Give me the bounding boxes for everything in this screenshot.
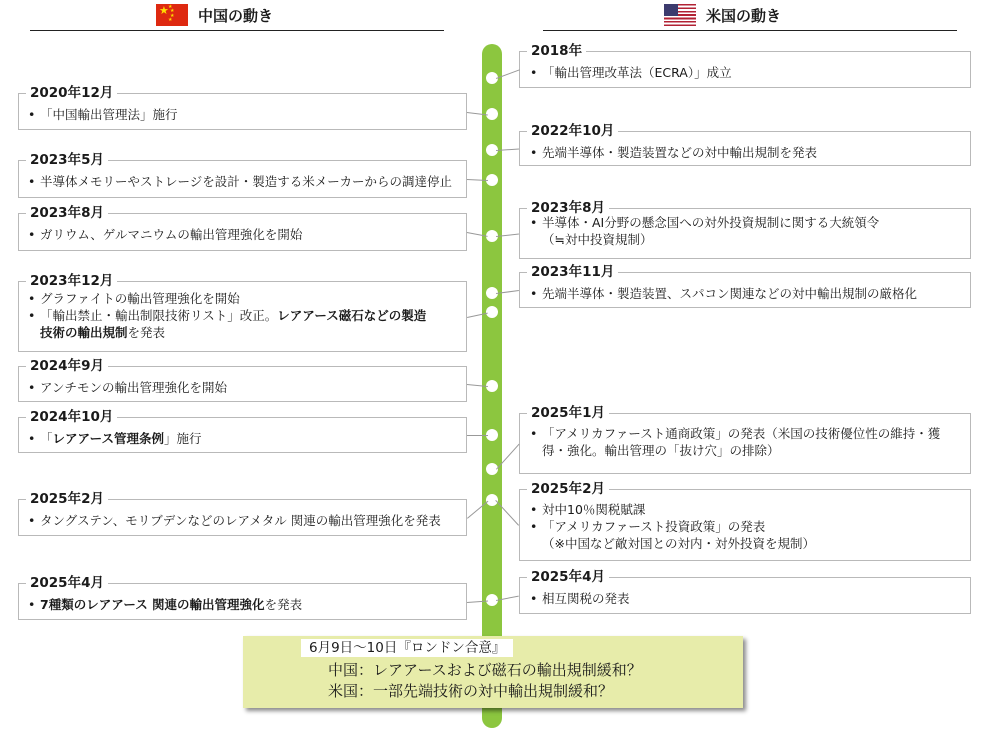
event-text-emphasis: レアアース磁石などの製造 [277, 308, 427, 323]
us-event-date: 2018年 [527, 43, 586, 59]
event-text: タングステン、モリブデンなどのレアメタル 関連の輸出管理強化を発表 [40, 513, 441, 528]
event-text: グラファイトの輸出管理強化を開始 [40, 291, 240, 306]
event-text: （※中国など敵対国との対内・対外投資を規制） [542, 536, 815, 551]
event-text-emphasis: 7種類のレアアース 関連の輸出管理強化 [40, 597, 265, 612]
us-event-items [530, 501, 815, 552]
china-header [30, 4, 444, 31]
us-event-item [530, 231, 879, 248]
event-text: 「 [40, 431, 53, 446]
china-event-item [28, 430, 202, 447]
china-event-date: 2025年2月 [26, 491, 108, 507]
event-text: アンチモンの輸出管理強化を開始 [40, 380, 228, 395]
china-event-item [28, 379, 227, 396]
us-event-items [530, 425, 940, 459]
china-event-items [28, 106, 178, 123]
london-agreement-china-line: 中国：レアアースおよび磁石の輸出規制緩和？ [328, 661, 642, 679]
us-flag-icon [664, 4, 696, 26]
china-event-item [28, 307, 426, 324]
china-event-item [28, 324, 426, 341]
us-event-item [530, 144, 817, 161]
event-text-emphasis: 技術の輸出規制 [40, 325, 128, 340]
china-event-date: 2024年10月 [26, 409, 117, 425]
us-event-date: 2022年10月 [527, 123, 618, 139]
event-text: 「アメリカファースト通商政策」の発表（米国の技術優位性の維持・獲 [542, 426, 941, 441]
us-event-item [530, 501, 815, 518]
us-event-date: 2025年2月 [527, 481, 609, 497]
us-event-item [530, 285, 917, 302]
us-event-item [530, 64, 732, 81]
event-text: 対中10％関税賦課 [542, 502, 646, 517]
china-event-items [28, 379, 227, 396]
china-event-item [28, 226, 302, 243]
london-agreement-title: 6月9日～10日『ロンドン合意』 [301, 639, 513, 657]
china-event-items [28, 226, 302, 243]
timeline-connector [496, 149, 519, 151]
us-event-item [530, 590, 630, 607]
china-event-items [28, 596, 302, 613]
event-text: 」施行 [164, 431, 202, 446]
us-event-items [530, 64, 732, 81]
china-event-item [28, 290, 426, 307]
event-text: 相互関税の発表 [542, 591, 630, 606]
event-text: 「アメリカファースト投資政策」の発表 [542, 519, 766, 534]
china-event-item [28, 173, 452, 190]
us-event-items [530, 144, 817, 161]
timeline-connector [467, 435, 488, 436]
us-event-items [530, 285, 917, 302]
china-event-date: 2025年4月 [26, 575, 108, 591]
timeline-connector [467, 179, 488, 181]
china-header-title: 中国の動き [198, 6, 274, 25]
event-text: 「輸出禁止・輸出制限技術リスト」改正。 [40, 308, 278, 323]
china-event-date: 2023年8月 [26, 205, 108, 221]
china-event-date: 2020年12月 [26, 85, 117, 101]
china-flag-icon: ★ ★ ★ ★ ★ [156, 4, 188, 26]
china-event-date: 2023年12月 [26, 273, 117, 289]
london-agreement-box [243, 636, 743, 708]
china-event-item [28, 512, 441, 529]
us-event-date: 2023年11月 [527, 264, 618, 280]
event-text: を発表 [264, 597, 303, 612]
china-event-items [28, 430, 202, 447]
event-text: ガリウム、ゲルマニウムの輸出管理強化を開始 [40, 227, 303, 242]
us-event-items [530, 590, 630, 607]
event-text: 先端半導体・製造装置などの対中輸出規制を発表 [542, 145, 818, 160]
event-text-emphasis: レアアース管理条例 [52, 431, 165, 446]
us-header [543, 4, 957, 31]
event-text: 半導体メモリーやストレージを設計・製造する米メーカーからの調達停止 [40, 174, 453, 189]
china-event-items [28, 290, 426, 341]
china-event-items [28, 173, 452, 190]
china-event-date: 2023年5月 [26, 152, 108, 168]
china-event-item [28, 596, 302, 613]
event-text: 「輸出管理改革法（ECRA）」成立 [542, 65, 732, 80]
china-event-item [28, 106, 178, 123]
us-event-item [530, 442, 940, 459]
event-text: （≒対中投資規制） [542, 232, 653, 247]
us-event-date: 2025年4月 [527, 569, 609, 585]
us-event-item [530, 214, 879, 231]
event-text: 「中国輸出管理法」施行 [40, 107, 178, 122]
event-text: 先端半導体・製造装置、スパコン関連などの対中輸出規制の厳格化 [542, 286, 918, 301]
us-event-item [530, 518, 815, 535]
event-text: を発表 [127, 325, 166, 340]
event-text: 得・強化。輸出管理の「抜け穴」の排除） [542, 443, 780, 458]
us-event-date: 2025年1月 [527, 405, 609, 421]
china-event-date: 2024年9月 [26, 358, 108, 374]
us-event-items [530, 214, 879, 248]
us-event-item [530, 425, 940, 442]
london-agreement-us-line: 米国：一部先端技術の対中輸出規制緩和？ [328, 682, 614, 700]
us-event-item [530, 535, 815, 552]
event-text: 半導体・AI分野の懸念国への対外投資規制に関する大統領令 [542, 215, 880, 230]
china-event-items [28, 512, 441, 529]
us-header-title: 米国の動き [706, 6, 782, 25]
us-event-date: 2023年8月 [527, 200, 609, 216]
